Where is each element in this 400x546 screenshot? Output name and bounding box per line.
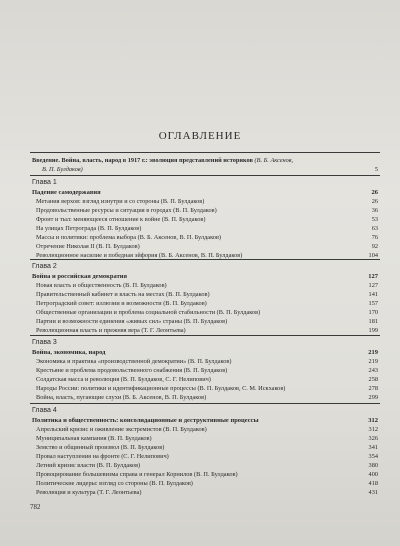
part-title: Война, экономика, народ (32, 349, 106, 356)
toc-entry-title: Провоцирование большевизма справа и генерал Корнилов (В. П. Булдаков) (36, 471, 238, 478)
chapter-divider (30, 175, 380, 176)
toc-entry-page: 76 (371, 234, 378, 241)
toc-entry (32, 233, 378, 242)
toc-entry-page: 380 (368, 462, 378, 469)
chapter-divider (30, 403, 380, 404)
toc-entry (32, 357, 378, 366)
part-title: Война и российская демократия (32, 273, 128, 280)
chapter-block (32, 178, 378, 260)
toc-entry (32, 281, 378, 290)
toc-entry-page: 92 (371, 243, 378, 250)
toc-entry-title: Политические лидеры: взгляд со стороны (В. П. Булдаков) (36, 480, 193, 487)
toc-entry (32, 242, 378, 251)
toc-entry (32, 393, 378, 402)
toc-entry-title: Общественные организации и проблема социальной стабильности (В. П. Булдаков) (36, 309, 261, 316)
toc-entry (32, 224, 378, 233)
toc-entry-title: Солдатская масса и революция (В. П. Булдаков, С. Г. Нелипович) (36, 376, 211, 383)
toc-entry-title: Крестьяне и проблема продовольственного снабжения (В. П. Булдаков) (36, 367, 228, 374)
toc-entry-page: 341 (368, 444, 378, 451)
toc-entry-page: 170 (368, 309, 378, 316)
toc-entry (32, 384, 378, 393)
toc-entry-page: 36 (371, 207, 378, 214)
toc-entry-title: Летний кризис власти (В. П. Булдаков) (36, 462, 141, 469)
toc-title: ОГЛАВЛЕНИЕ (158, 130, 242, 142)
toc-entry-title: Экономика и практика «производственной демократии» (В. П. Булдаков) (36, 358, 232, 365)
toc-entry-page: 400 (368, 471, 378, 478)
toc-entry-page: 243 (368, 367, 378, 374)
toc-entry (32, 425, 378, 434)
chapter-block (32, 338, 378, 402)
toc-entry-title: Массы и политики: проблема выбора (В. Б. Аксенов, В. П. Булдаков) (36, 234, 222, 241)
chapter-heading (32, 262, 378, 272)
toc-entry-page: 199 (368, 327, 378, 334)
toc-entry-title: Народы России: политики и идентификационные процессы (В. П. Булдаков, С. М. Искхаков) (36, 385, 286, 392)
chapter-heading (32, 338, 378, 348)
toc-entry-page: 431 (368, 489, 378, 496)
toc-entry-page: 219 (368, 358, 378, 365)
intro-author-cont: В. П. Булдаков) (42, 166, 83, 173)
toc-entry (32, 434, 378, 443)
chapter-divider (30, 335, 380, 336)
toc-entry-title: Новая власть и общественность (В. П. Булдаков) (36, 282, 167, 289)
toc-entry-title: Отречение Николая II (В. П. Булдаков) (36, 243, 140, 250)
part-heading (32, 416, 378, 425)
intro-entry (32, 156, 378, 174)
toc-entry (32, 308, 378, 317)
toc-entry (32, 317, 378, 326)
toc-entry-page: 26 (371, 198, 378, 205)
chapter-label: Глава 1 (32, 179, 57, 186)
chapter-block (32, 262, 378, 335)
toc-entry (32, 299, 378, 308)
toc-entry-title: Апрельский кризис и оживление экстремистов (В. П. Булдаков) (36, 426, 207, 433)
toc-entry (32, 470, 378, 479)
chapter-block (32, 406, 378, 497)
page-number: 782 (30, 503, 41, 511)
toc-entry-page: 418 (368, 480, 378, 487)
toc-entry-title: Продовольственные ресурсы и ситуация в городах (В. П. Булдаков) (36, 207, 217, 214)
toc-entry-page: 63 (371, 225, 378, 232)
toc-entry-page: 258 (368, 376, 378, 383)
toc-entry-title: Революционное насилие и победная эйфория (В. Б. Аксенов, В. П. Булдаков) (36, 252, 243, 259)
toc-entry (32, 366, 378, 375)
divider (30, 152, 380, 153)
intro-page: 5 (374, 166, 378, 173)
toc-entry (32, 326, 378, 335)
part-title: Падение самодержавия (32, 189, 101, 196)
toc-entry-page: 141 (368, 291, 378, 298)
toc-entry-title: Революционная власть и прежняя вера (Т. Г. Леонтьева) (36, 327, 186, 334)
toc-entry-title: Земство и общинный произвол (В. П. Булдаков) (36, 444, 165, 451)
toc-entry-title: Метания верхов: взгляд изнутри и со стороны (В. П. Булдаков) (36, 198, 205, 205)
part-heading (32, 272, 378, 281)
chapter-label: Глава 2 (32, 263, 57, 270)
toc-entry-title: На улицах Петрограда (В. П. Булдаков) (36, 225, 142, 232)
toc-entry (32, 215, 378, 224)
toc-entry-page: 181 (368, 318, 378, 325)
toc-entry-title: Революция и культура (Т. Г. Леонтьева) (36, 489, 142, 496)
toc-entry (32, 461, 378, 470)
toc-entry-page: 312 (368, 426, 378, 433)
part-page: 312 (368, 417, 378, 424)
toc-entry-title: Провал наступления на фронте (С. Г. Нелипович) (36, 453, 169, 460)
toc-entry-page: 278 (368, 385, 378, 392)
toc-entry (32, 197, 378, 206)
toc-entry-title: Правительственный кабинет и власть на местах (В. П. Булдаков) (36, 291, 210, 298)
intro-title: Введение. Война, власть, народ в 1917 г.: эволюция представлений историков (32, 157, 253, 164)
chapter-label: Глава 3 (32, 339, 57, 346)
toc-entry (32, 206, 378, 215)
chapter-label: Глава 4 (32, 407, 57, 414)
toc-entry (32, 479, 378, 488)
toc-entry-title: Муниципальная кампания (В. П. Булдаков) (36, 435, 152, 442)
part-heading (32, 348, 378, 357)
toc-entry-page: 354 (368, 453, 378, 460)
toc-entry-page: 299 (368, 394, 378, 401)
part-page: 219 (368, 349, 378, 356)
toc-entry (32, 375, 378, 384)
toc-entry-title: Фронт и тыл: меняющееся отношение к войне (В. П. Булдаков) (36, 216, 206, 223)
toc-entry-title: Война, власть, пугающие слухи (В. Б. Аксенов, В. П. Булдаков) (36, 394, 207, 401)
toc-entry-page: 53 (371, 216, 378, 223)
toc-entry-page: 127 (368, 282, 378, 289)
part-title: Политика и общественность: консолидационные и деструктивные процессы (32, 417, 259, 424)
toc-entry (32, 290, 378, 299)
toc-entry-page: 326 (368, 435, 378, 442)
toc-entry (32, 443, 378, 452)
part-heading (32, 188, 378, 197)
toc-entry-page: 157 (368, 300, 378, 307)
toc-entry-page: 104 (368, 252, 378, 259)
intro-author: (В. Б. Аксенов, (254, 157, 294, 164)
toc-entry-title: Петроградский совет: иллюзии и возможности (В. П. Булдаков) (36, 300, 207, 307)
chapter-heading (32, 406, 378, 416)
toc-entry (32, 452, 378, 461)
chapter-heading (32, 178, 378, 188)
toc-entry (32, 488, 378, 497)
part-page: 127 (368, 273, 378, 280)
toc-entry-title: Партии и возможности единения «живых сил» страны (В. П. Булдаков) (36, 318, 228, 325)
part-page: 26 (371, 189, 378, 196)
chapter-divider (30, 259, 380, 260)
